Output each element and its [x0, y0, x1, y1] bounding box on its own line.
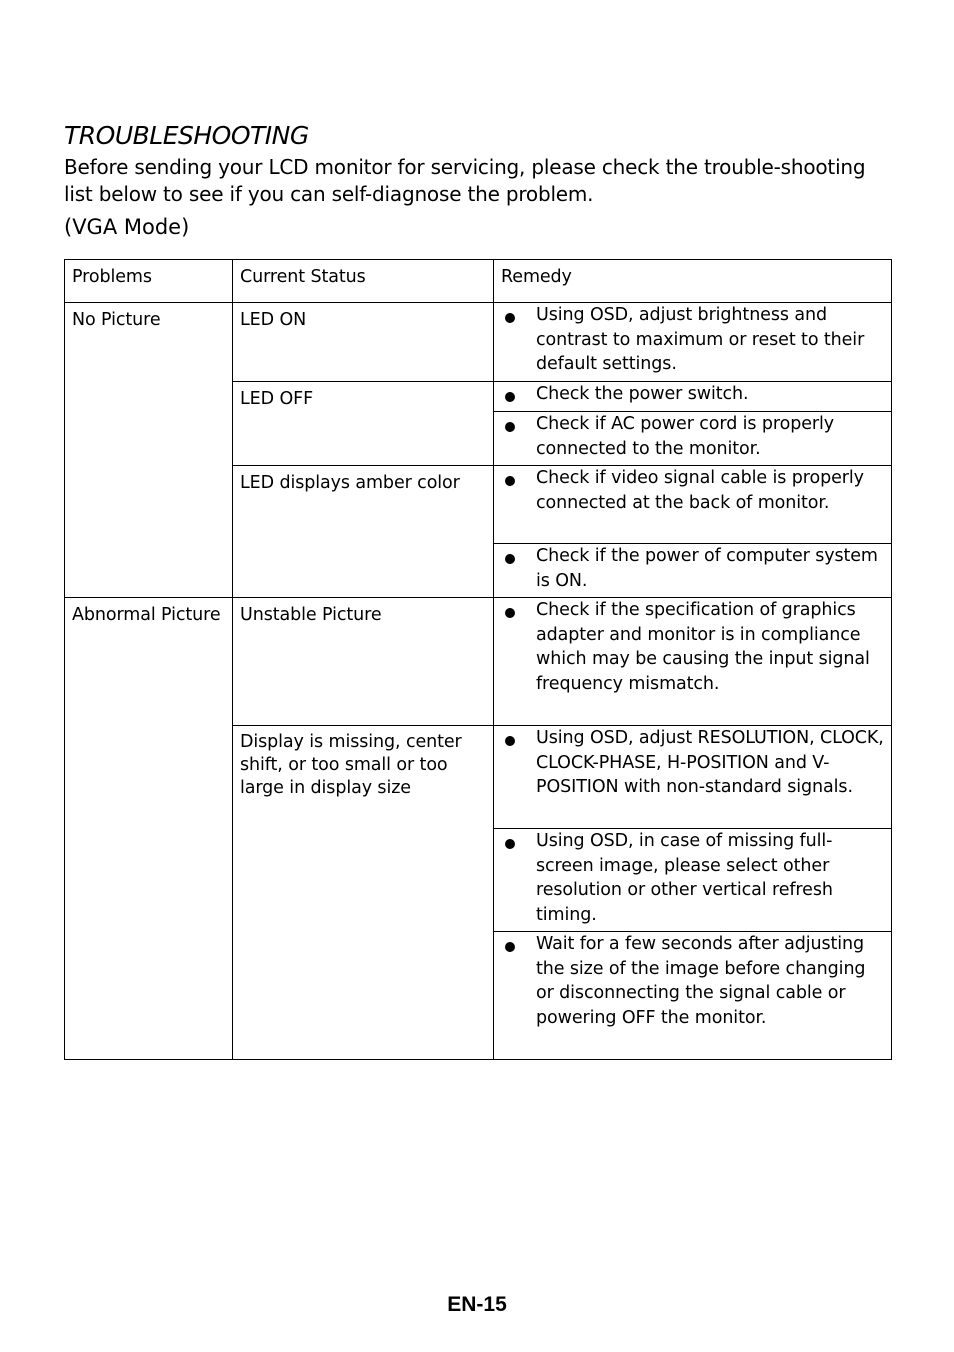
remedy-cell: [494, 303, 892, 382]
page-number: EN-15: [447, 1293, 507, 1316]
remedy-cell: [494, 598, 892, 726]
header-remedy: Remedy: [494, 260, 892, 303]
status-cell: LED ON: [233, 303, 494, 382]
bullet-icon: [505, 313, 515, 323]
remedy-text: Using OSD, in case of missing full-screen image, please select other resolution or other vertical refresh timing.: [536, 831, 833, 925]
page-title: TROUBLESHOOTING: [64, 121, 309, 150]
remedy-cell: [494, 466, 892, 544]
intro-paragraph: Before sending your LCD monitor for servicing, please check the trouble-shooting list below to see if you can self-diagnose the problem.: [64, 155, 866, 206]
status-cell: LED OFF: [233, 382, 494, 466]
remedy-cell: [494, 726, 892, 829]
status-cell: Display is missing, center shift, or too small or too large in display size: [233, 726, 494, 1060]
remedy-text: Using OSD, adjust brightness and contrast to maximum or reset to their default settings.: [536, 305, 865, 374]
status-cell: Unstable Picture: [233, 598, 494, 726]
bullet-icon: [505, 392, 515, 402]
remedy-text: Wait for a few seconds after adjusting the size of the image before changing or disconnecting the signal cable or powering OFF the monitor.: [536, 934, 866, 1028]
bullet-icon: [505, 422, 515, 432]
bullet-icon: [505, 839, 515, 849]
remedy-text: Check if AC power cord is properly connected to the monitor.: [536, 414, 835, 459]
remedy-text: Check if video signal cable is properly connected at the back of monitor.: [536, 468, 864, 513]
remedy-cell: [494, 544, 892, 598]
problem-cell: No Picture: [65, 303, 233, 598]
table-row: [65, 598, 892, 726]
remedy-text: Check if the power of computer system is ON.: [536, 546, 878, 591]
bullet-icon: [505, 736, 515, 746]
bullet-icon: [505, 554, 515, 564]
status-cell: LED displays amber color: [233, 466, 494, 598]
remedy-cell: [494, 932, 892, 1060]
table-row: [65, 303, 892, 382]
remedy-cell: [494, 829, 892, 932]
bullet-icon: [505, 608, 515, 618]
troubleshooting-table: [64, 259, 892, 1060]
bullet-icon: [505, 942, 515, 952]
remedy-text: Check the power switch.: [536, 384, 749, 404]
remedy-cell: [494, 412, 892, 466]
table-header-row: [65, 260, 892, 303]
header-current-status: Current Status: [233, 260, 494, 303]
header-problems: Problems: [65, 260, 233, 303]
mode-label: (VGA Mode): [64, 215, 190, 239]
remedy-cell: [494, 382, 892, 412]
bullet-icon: [505, 476, 515, 486]
problem-cell: Abnormal Picture: [65, 598, 233, 1060]
remedy-text: Using OSD, adjust RESOLUTION, CLOCK, CLOCK-PHASE, H-POSITION and V-POSITION with non-standard signals.: [536, 728, 884, 797]
remedy-text: Check if the specification of graphics adapter and monitor is in compliance which may be causing the input signal frequency mismatch.: [536, 600, 870, 694]
